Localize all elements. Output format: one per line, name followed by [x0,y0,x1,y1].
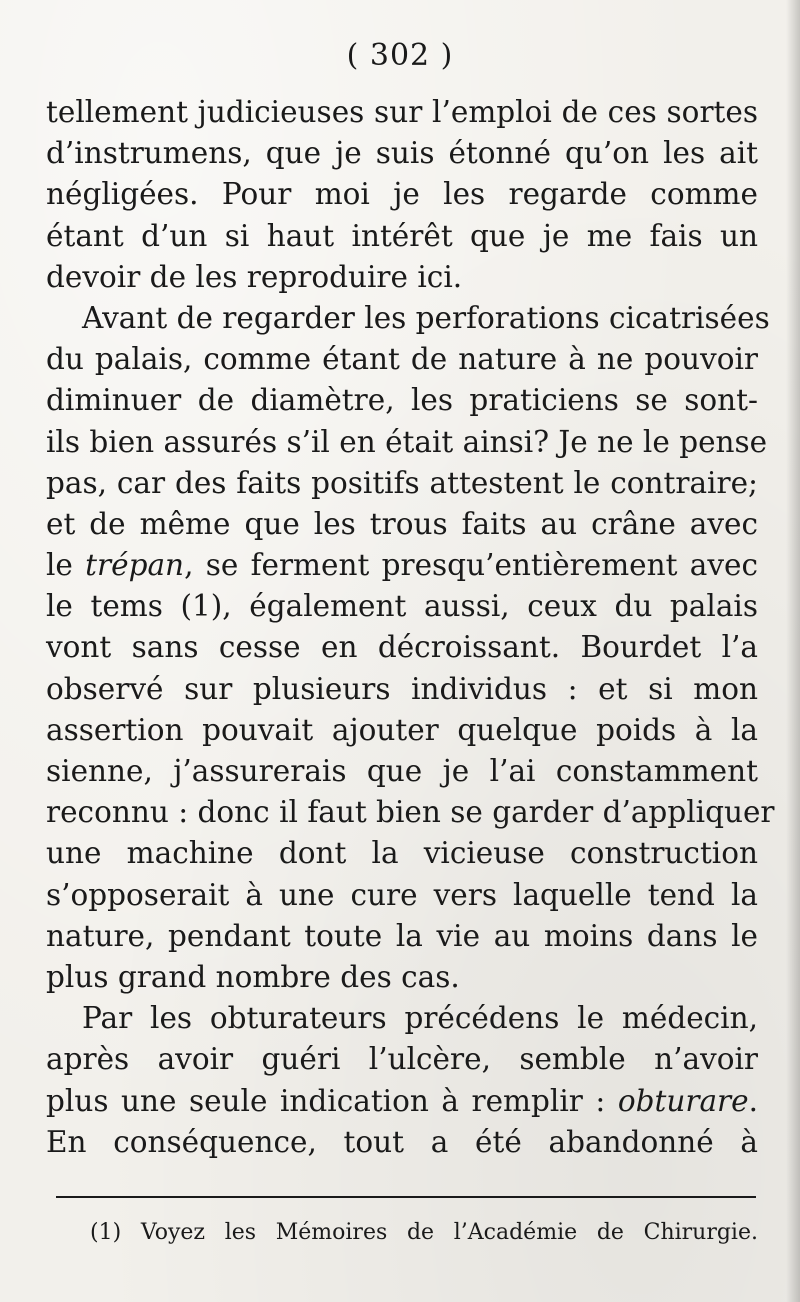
text-line: pas, car des faits positifs attestent le contraire; [46,465,758,500]
text-line: Par les obturateurs précédens le médecin, [82,1001,758,1036]
text-line: reconnu : donc il faut bien se garder d’appliquer [46,795,775,830]
text-line: et de même que les trous faits au crâne avec [46,506,758,541]
text-line: ils bien assurés s’il en était ainsi? Je ne le pense [46,424,768,459]
text-line: s’opposerait à une cure vers laquelle tend la [46,877,758,912]
text-line: du palais, comme étant de nature à ne pouvoir [46,342,758,377]
text-line: d’instrumens, que je suis étonné qu’on les ait [46,136,758,171]
text-line: négligées. Pour moi je les regarde comme [46,177,758,212]
page-edge-shadow [786,0,800,1302]
line-prefix: le [46,548,86,583]
line-suffix: . [748,1083,758,1118]
italic-term: obturare [617,1083,749,1118]
text-line: après avoir guéri l’ulcère, semble n’avoir [46,1042,758,1077]
text-line: observé sur plusieurs individus : et si mon [46,671,758,706]
footnote-rule [56,1196,756,1198]
text-line: sienne, j’assurerais que je l’ai constamment [46,754,758,788]
text-line: nature, pendant toute la vie au moins dans le [46,918,758,953]
line-prefix: plus une seule indication à remplir : [46,1083,618,1118]
text-line-with-italic [46,545,758,586]
text-line: le tems (1), également aussi, ceux du palais [46,589,758,624]
text-line: plus grand nombre des cas. [46,959,460,994]
text-line: devoir de les reproduire ici. [46,259,463,294]
page-number: ( 302 ) [346,38,454,73]
text-line: assertion pouvait ajouter quelque poids à la [46,712,758,747]
text-line: étant d’un si haut intérêt que je me fais un [46,218,758,253]
text-line: tellement judicieuses sur l’emploi de ces sortes [46,95,758,129]
text-line: diminuer de diamètre, les praticiens se sont- [46,383,758,418]
text-line-with-italic [46,1081,758,1122]
footnote: (1) Voyez les Mémoires de l’Académie de Chirurgie. [90,1220,758,1245]
text-line: vont sans cesse en décroissant. Bourdet l’a [46,630,758,665]
text-line: Avant de regarder les perforations cicatrisées [82,300,770,335]
text-line: une machine dont la vicieuse construction [46,836,758,871]
italic-term: trépan [85,548,185,583]
body-text [46,92,775,1163]
text-line: En conséquence, tout a été abandonné à [46,1124,758,1159]
line-suffix: , se ferment presqu’entièrement avec [184,548,758,583]
